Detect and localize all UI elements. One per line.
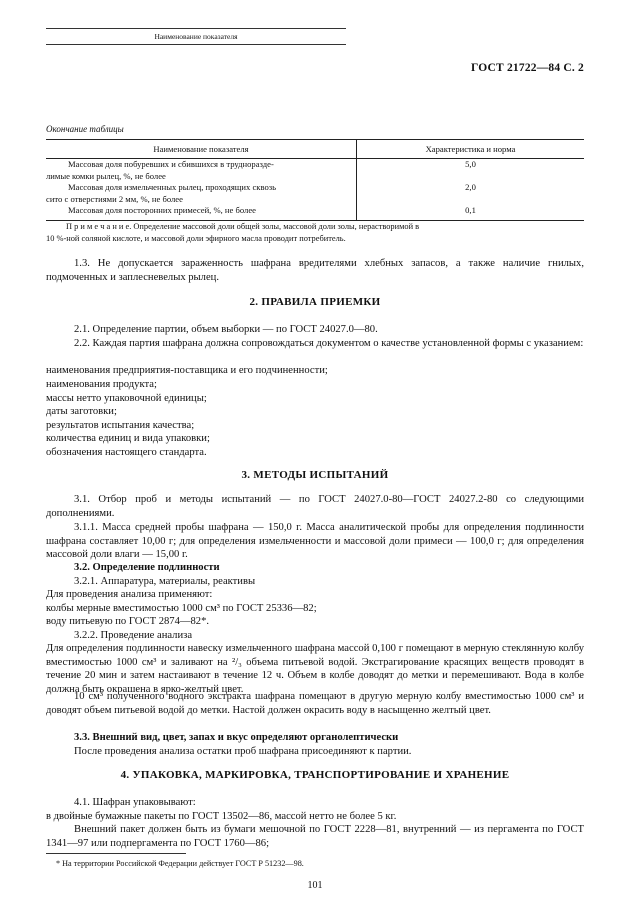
table-row	[46, 205, 584, 220]
table-row	[46, 159, 584, 183]
page-number: 101	[307, 880, 323, 891]
paragraph-water: воду питьевую по ГОСТ 2874—82*.	[46, 616, 210, 627]
footnote: * На территории Российской Федерации действует ГОСТ Р 51232—98.	[56, 859, 304, 868]
paragraph-bags: в двойные бумажные пакеты по ГОСТ 13502—86, массой нетто не более 5 кг.	[46, 811, 397, 822]
row-name-cell	[46, 205, 357, 220]
paragraph-1-3: 1.3. Не допускается зараженность шафрана вредителями хлебных запасов, а также наличие гнилых, подмоченных и заплесневелых рылец.	[46, 258, 584, 283]
paragraph-after-analysis: После проведения анализа остатки проб шафрана присоединяют к партии.	[74, 746, 412, 757]
section-3-title: 3. МЕТОДЫ ИСПЫТАНИЙ	[241, 469, 389, 481]
row-name-line: Массовая доля измельченных рылец, проходящих сквозь	[68, 182, 277, 192]
paragraph-apply: Для проведения анализа применяют:	[46, 589, 213, 600]
list-item: наименования продукта;	[46, 379, 157, 390]
row-name-cell	[46, 182, 357, 205]
list-item: количества единиц и вида упаковки;	[46, 433, 210, 444]
row-value-cell: 0,1	[357, 205, 585, 220]
paragraph-outer-bag: Внешний пакет должен быть из бумаги мешочной по ГОСТ 2228—81, внутренний — из пергамента по ГОСТ 1341—97 или подпергамента по ГОСТ 1760—86;	[46, 824, 584, 849]
row-value-cell: 2,0	[465, 182, 476, 192]
faded-header-cell: Наименование показателя	[46, 29, 346, 45]
faded-top-table-header	[46, 28, 346, 45]
section-2-title: 2. ПРАВИЛА ПРИЕМКИ	[249, 296, 381, 308]
paragraph-flasks: колбы мерные вместимостью 1000 см³ по ГОСТ 25336—82;	[46, 603, 317, 614]
paragraph-2-2: 2.2. Каждая партия шафрана должна сопровождаться документом о качестве установленной формы с указанием:	[74, 338, 584, 349]
row-name-cell	[46, 159, 357, 183]
paragraph-analysis: Для определения подлинности навеску измельченного шафрана массой 0,100 г помещают в мерную стеклянную колбу вместимостью 1000 см³ и заливают на ²/₃ объема питьевой водой. Экстрагирование красящих веществ проводят в течение 20 мин и затем настаивают в течение 12 ч. Объем в колбе доводят до метки и перемешивают. Вода в колбе должна быть окрашена в ярко-желтый цвет.	[46, 643, 584, 695]
paragraph-2-1: 2.1. Определение партии, объем выборки — по ГОСТ 24027.0—80.	[74, 324, 378, 335]
paragraph-3-2-2: 3.2.2. Проведение анализа	[74, 630, 193, 641]
row-name-line: лимые комки рылец, %, не более	[46, 170, 166, 181]
row-value-cell: 5,0	[465, 159, 476, 169]
gost-title: ГОСТ 21722—84 С. 2	[471, 62, 584, 74]
row-name-line: Массовая доля посторонних примесей, %, не более	[68, 205, 256, 215]
paragraph-3-2-1: 3.2.1. Аппаратура, материалы, реактивы	[74, 576, 256, 587]
note-line: П р и м е ч а н и е. Определение массовой доли общей золы, массовой доли золы, нерастворимой в	[66, 222, 420, 231]
heading-3-2: 3.2. Определение подлинности	[74, 562, 220, 573]
list-item: наименования предприятия-поставщика и его подчиненности;	[46, 365, 328, 376]
list-item: результатов испытания качества;	[46, 420, 195, 431]
table-note	[46, 221, 584, 245]
table-caption: Окончание таблицы	[46, 124, 124, 134]
paragraph-4-1: 4.1. Шафран упаковывают:	[74, 797, 196, 808]
heading-3-3: 3.3. Внешний вид, цвет, запах и вкус определяют органолептически	[74, 732, 399, 743]
paragraph-extract: 10 см³ полученного водного экстракта шафрана помещают в другую мерную колбу вместимостью 1000 см³ и доводят объем питьевой водой до метки. Настой должен окрасить воду в насыщенно желтый цвет.	[46, 691, 584, 716]
paragraph-3-1-1: 3.1.1. Масса средней пробы шафрана — 150,0 г. Масса аналитической пробы для определения подлинности шафрана составляет 10,00 г; для определения измельченности и массовой доли примеси — 100,0 г; для определения массовой доли влаги — 15,00 г.	[46, 522, 584, 561]
paragraph-3-1: 3.1. Отбор проб и методы испытаний — по ГОСТ 24027.0-80—ГОСТ 24027.2-80 со следующими дополнениями.	[46, 494, 584, 519]
column-header-name: Наименование показателя	[46, 140, 357, 159]
list-item: обозначения настоящего стандарта.	[46, 447, 207, 458]
list-item: массы нетто упаковочной единицы;	[46, 393, 207, 404]
table-header-row	[46, 140, 584, 159]
row-name-line: сито с отверстиями 2 мм, %, не более	[46, 193, 183, 204]
section-4-title: 4. УПАКОВКА, МАРКИРОВКА, ТРАНСПОРТИРОВАНИЕ И ХРАНЕНИЕ	[120, 769, 510, 781]
row-name-line: Массовая доля побуревших и сбившихся в трудноразде-	[68, 159, 274, 169]
list-item: даты заготовки;	[46, 406, 117, 417]
note-line: 10 %-ной соляной кислоте, и массовой доли эфирного масла проводит потребитель.	[46, 234, 346, 243]
table-row	[46, 182, 584, 205]
footnote-divider	[46, 853, 186, 854]
column-header-value: Характеристика и норма	[357, 140, 585, 159]
characteristics-table	[46, 139, 584, 221]
